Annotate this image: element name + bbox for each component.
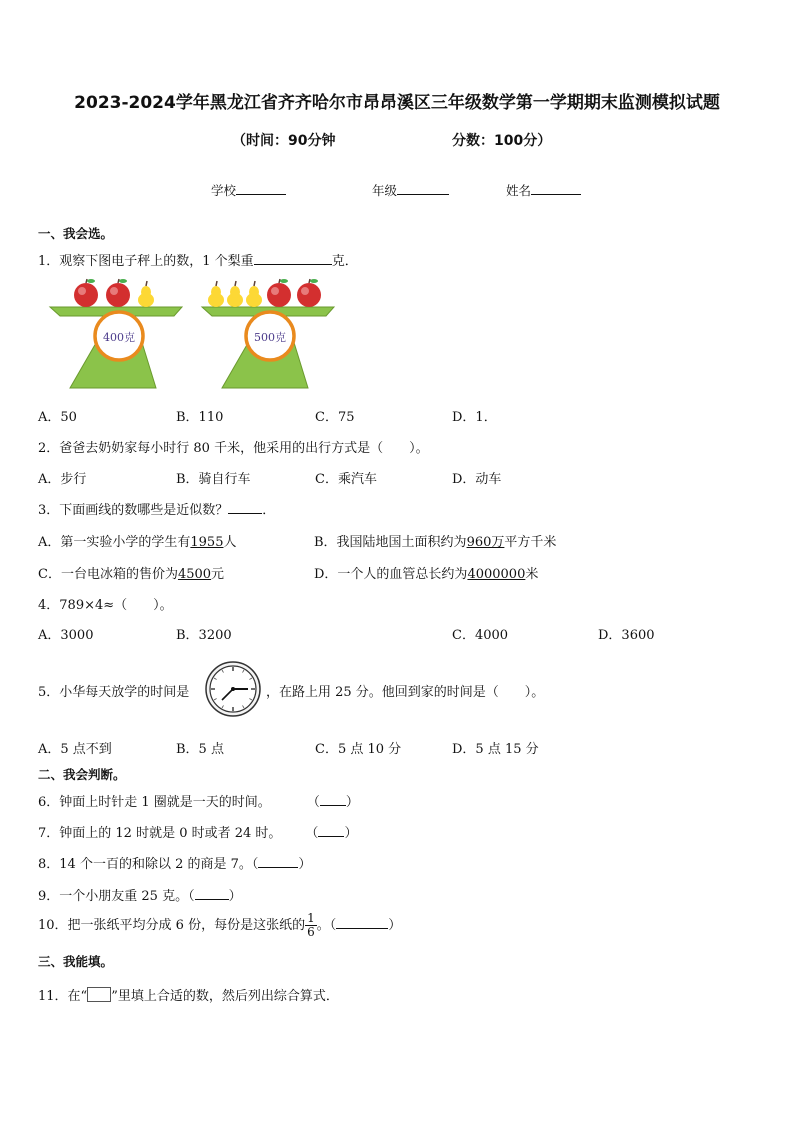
q5-option-c[interactable]: C．5 点 10 分	[315, 742, 402, 757]
q8-paren-open: （	[251, 857, 259, 872]
q9-paren-open: （	[188, 889, 195, 904]
q3-b-unit: 平方千米	[504, 535, 557, 550]
q8-text: 8．14 个一百的和除以 2 的商是 7。	[38, 857, 252, 872]
apple-icon	[297, 279, 321, 307]
exam-score: 分数：100分）	[452, 133, 552, 149]
scale-1	[50, 279, 182, 388]
scales-figure	[46, 278, 346, 390]
question-2: 2．爸爸去奶奶家每小时行 80 千米，他采用的出行方式是（ ）。	[38, 441, 429, 456]
q5-option-a[interactable]: A．5 点不到	[38, 742, 112, 757]
q6-paren-close: ）	[345, 795, 359, 810]
q7-answer-blank[interactable]	[318, 823, 344, 837]
q10-tail: 。	[316, 918, 330, 933]
q3-option-c[interactable]	[38, 563, 224, 582]
q3-option-a[interactable]	[38, 531, 237, 550]
q3-c-unit: 元	[211, 567, 225, 582]
grade-field	[372, 181, 449, 199]
q10-text: 10．把一张纸平均分成 6 份，每份是这张纸的	[38, 918, 306, 933]
q3-a-underlined: 1955	[190, 535, 224, 550]
apple-icon	[106, 279, 130, 307]
q3-d-unit: 米	[525, 567, 539, 582]
exam-time: （时间：90分钟	[232, 133, 336, 149]
question-10	[38, 912, 401, 939]
pear-icon	[246, 281, 262, 307]
question-6	[38, 791, 359, 810]
q9-paren-close: ）	[228, 889, 242, 904]
q11-text: 11．在“	[38, 989, 88, 1004]
question-7	[38, 822, 357, 841]
q8-answer-blank[interactable]	[258, 854, 298, 868]
q4-option-c[interactable]: C．4000	[452, 628, 509, 643]
q3-a-text: A．第一实验小学的学生有	[38, 535, 191, 550]
q10-paren-open: （	[329, 918, 337, 933]
q5-option-b[interactable]: B．5 点	[176, 742, 224, 757]
question-11	[38, 985, 339, 1004]
apple-icon	[74, 279, 98, 307]
q1-option-c[interactable]: C．75	[315, 410, 355, 425]
name-label: 姓名	[506, 183, 532, 198]
q2-option-a[interactable]: A．步行	[38, 472, 87, 487]
pear-icon	[227, 281, 243, 307]
q3-b-text: B．我国陆地国土面积约为	[314, 535, 467, 550]
q7-paren-close: ）	[344, 826, 358, 841]
q2-option-b[interactable]: B．骑自行车	[176, 472, 251, 487]
name-field	[506, 181, 581, 199]
q9-text: 9．一个小朋友重 25 克。	[38, 889, 189, 904]
q2-option-d[interactable]: D．动车	[452, 472, 502, 487]
q3-option-b[interactable]	[314, 531, 556, 550]
q1-text-tail: 克．	[331, 254, 358, 269]
question-4: 4．789×4≈（ ）。	[38, 598, 173, 613]
pear-icon	[208, 281, 224, 307]
q1-option-b[interactable]: B．110	[176, 410, 224, 425]
q5-text: 5．小华每天放学的时间是	[38, 685, 190, 700]
q3-c-text: C．一台电冰箱的售价为	[38, 567, 178, 582]
scale-1-reading: 400克	[103, 331, 135, 344]
q1-answer-blank[interactable]	[254, 251, 332, 265]
clock-icon	[204, 660, 262, 718]
q5-text-tail: ，在路上用 25 分。他回到家的时间是（ ）。	[266, 685, 545, 700]
question-1	[38, 250, 358, 269]
q4-option-d[interactable]: D．3600	[598, 628, 655, 643]
apple-icon	[267, 279, 291, 307]
grade-label: 年级	[372, 183, 398, 198]
q3-option-d[interactable]	[314, 563, 538, 582]
q2-option-c[interactable]: C．乘汽车	[315, 472, 377, 487]
q3-a-unit: 人	[223, 535, 237, 550]
q3-text: 3．下面画线的数哪些是近似数？	[38, 503, 229, 518]
q10-paren-close: ）	[388, 918, 402, 933]
section-heading-1: 一、我会选。	[38, 226, 114, 241]
q1-text: 1．观察下图电子秤上的数，1 个梨重	[38, 254, 254, 269]
school-label: 学校	[211, 183, 237, 198]
q8-paren-close: ）	[298, 857, 312, 872]
q4-option-b[interactable]: B．3200	[176, 628, 232, 643]
q1-option-a[interactable]: A．50	[38, 410, 77, 425]
question-3	[38, 499, 275, 518]
q7-paren-open: （	[305, 826, 319, 841]
q6-paren-open: （	[306, 795, 320, 810]
fraction-one-sixth	[305, 912, 317, 939]
answer-box-icon	[87, 987, 111, 1002]
q3-c-underlined: 4500	[177, 567, 212, 582]
grade-blank[interactable]	[397, 181, 449, 195]
q4-option-a[interactable]: A．3000	[38, 628, 94, 643]
scale-2	[202, 279, 334, 388]
q3-text-tail: ．	[262, 503, 276, 518]
q7-text: 7．钟面上的 12 时就是 0 时或者 24 时。	[38, 826, 282, 841]
scale-2-reading: 500克	[254, 331, 286, 344]
q3-d-underlined: 4000000	[467, 567, 526, 582]
q5-option-d[interactable]: D．5 点 15 分	[452, 742, 539, 757]
name-blank[interactable]	[531, 181, 581, 195]
fraction-numerator: 1	[307, 911, 315, 925]
section-heading-3: 三、我能填。	[38, 954, 114, 969]
q3-answer-blank[interactable]	[228, 500, 262, 514]
pear-icon	[138, 281, 154, 307]
q6-text: 6．钟面上时针走 1 圈就是一天的时间。	[38, 795, 271, 810]
q1-option-d[interactable]: D．1．	[452, 410, 497, 425]
q6-answer-blank[interactable]	[320, 792, 346, 806]
question-8	[38, 853, 311, 872]
q9-answer-blank[interactable]	[195, 886, 229, 900]
q3-d-text: D．一个人的血管总长约为	[314, 567, 468, 582]
q10-answer-blank[interactable]	[336, 915, 388, 929]
section-heading-2: 二、我会判断。	[38, 767, 126, 782]
q11-text-tail: ”里填上合适的数，然后列出综合算式．	[111, 989, 339, 1004]
q3-b-underlined: 960万	[466, 535, 505, 550]
school-blank[interactable]	[236, 181, 286, 195]
school-field	[211, 181, 286, 199]
fraction-denominator: 6	[307, 925, 315, 939]
question-9	[38, 885, 242, 904]
page-title: 2023-2024学年黑龙江省齐齐哈尔市昂昂溪区三年级数学第一学期期末监测模拟试题	[74, 93, 720, 113]
